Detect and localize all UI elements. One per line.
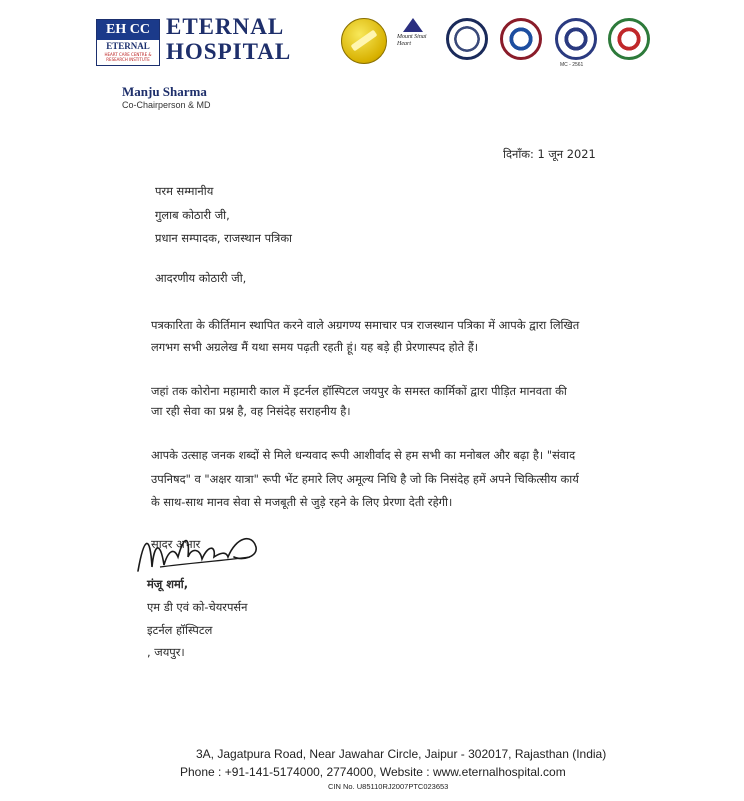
footer-contact: Phone : +91-141-5174000, 2774000, Website : www.eternalhospital.com: [180, 765, 566, 779]
signer-city: , जयपुर।: [147, 645, 185, 659]
paragraph-line: आपके उत्साह जनक शब्दों से मिले धन्यवाद रूपी आशीर्वाद से हम सभी का मनोबल और बढ़ा है। "संवाद: [151, 448, 576, 462]
address-line: गुलाब कोठारी जी,: [155, 208, 230, 222]
footer-cin: CIN No. U85110RJ2007PTC023653: [328, 782, 449, 791]
nabh-nursing-badge-icon: [608, 18, 650, 60]
gold-seal-icon: [341, 18, 387, 64]
address-line: परम सम्मानीय: [155, 184, 214, 198]
paragraph-line: लगभग सभी अग्रलेख मैं यथा समय पढ़ती रहती हूं। यह बड़े ही प्रेरणास्पद होते हैं।: [151, 340, 479, 354]
logo-wordmark: ETERNAL: [106, 41, 150, 51]
hospital-name-line2: HOSPITAL: [166, 39, 292, 64]
footer-address: 3A, Jagatpura Road, Near Jawahar Circle, Jaipur - 302017, Rajasthan (India): [196, 747, 607, 761]
logo-subtext: HEART CARE CENTRE & RESEARCH INSTITUTE: [104, 52, 152, 62]
paragraph-line: पत्रकारिता के कीर्तिमान स्थापित करने वाले अग्रगण्य समाचार पत्र राजस्थान पत्रिका में आपके द्वारा लिखित: [151, 318, 580, 332]
signer-role: एम डी एवं को-चेयरपर्सन: [147, 600, 248, 614]
signer-name: मंजू शर्मा,: [147, 577, 189, 591]
paragraph-line: के साथ-साथ मानव सेवा से मजबूती से जुड़े रहने के लिए प्रेरणा देती रहेगी।: [151, 495, 453, 509]
paragraph-line: जहां तक कोरोना महामारी काल में इटर्नल हॉस्पिटल जयपुर के समस्त कार्मिकों द्वारा पीड़ित मानवता की: [151, 384, 567, 398]
hospital-logo: [96, 19, 160, 66]
signer-organization: इटर्नल हॉस्पिटल: [147, 623, 213, 637]
hospital-name: [166, 14, 296, 64]
letter-date: दिनाँक: 1 जून 2021: [503, 147, 596, 161]
mc-number: MC - 2561: [560, 62, 584, 68]
closing: सादर अभार: [151, 537, 201, 551]
nabl-badge-icon: [555, 18, 597, 60]
paragraph-line: जा रही सेवा का प्रश्न है, वह निसंदेह सराहनीय है।: [151, 404, 351, 418]
mount-sinai-logo: [395, 18, 431, 66]
letterhead-person-name: Manju Sharma: [122, 84, 207, 99]
logo-initials: EH CC: [97, 20, 159, 40]
mount-sinai-triangle-icon: [403, 18, 423, 32]
accreditation-seal-icon: [446, 18, 488, 60]
letterhead-person-title: Co-Chairperson & MD: [122, 100, 211, 110]
salutation: आदरणीय कोठारी जी,: [155, 271, 247, 285]
hospital-name-line1: ETERNAL: [166, 14, 285, 39]
nabh-badge-icon: [500, 18, 542, 60]
paragraph-line: उपनिषद" व "अक्षर यात्रा" रूपी भेंट हमारे लिए अमूल्य निधि है जो कि निसंदेह हमें अपने चिकित्सीय कार्य: [151, 472, 579, 486]
mount-sinai-text: Mount Sinai Heart: [397, 34, 427, 47]
handwritten-signature: [130, 527, 270, 577]
address-line: प्रधान सम्पादक, राजस्थान पत्रिका: [155, 231, 293, 245]
